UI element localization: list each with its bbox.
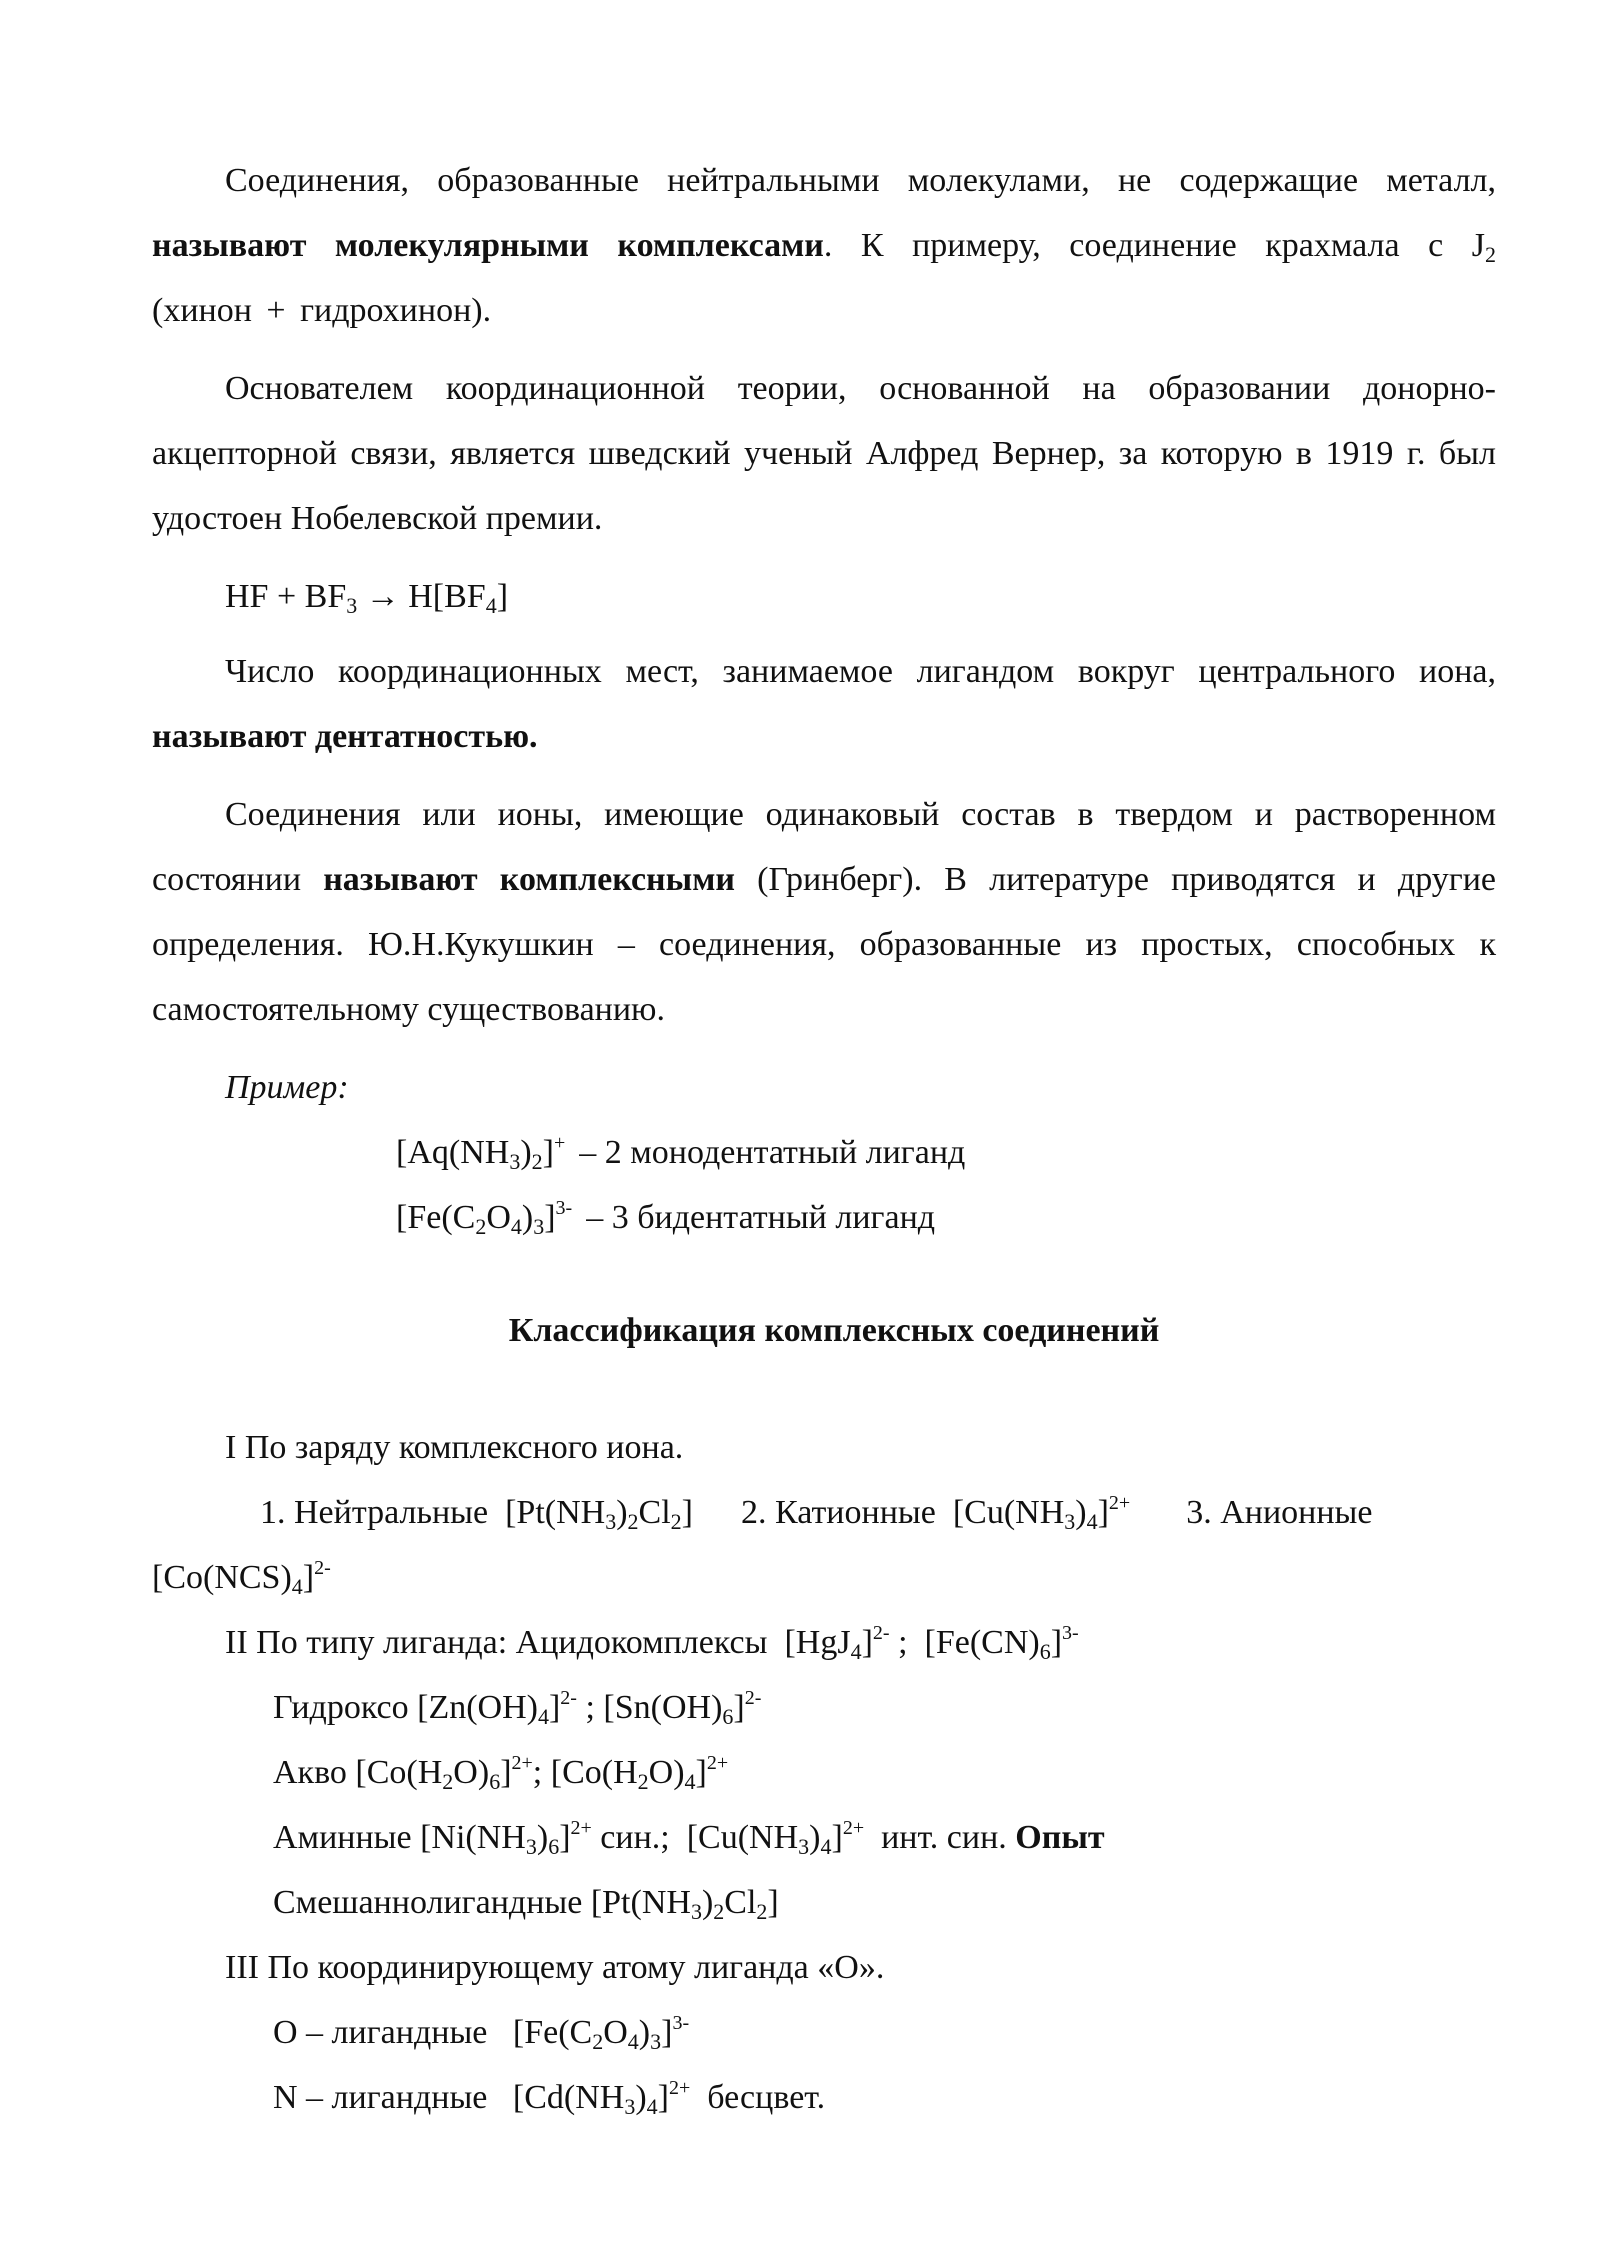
formula-part: O <box>486 1199 511 1236</box>
text: син.; <box>591 1819 670 1856</box>
formula-part: ] <box>548 1689 561 1726</box>
subscript: 4 <box>510 1214 522 1239</box>
ligand-mixed <box>152 1870 1496 1935</box>
formula-part: ] <box>661 2014 673 2051</box>
subscript: 2 <box>531 1149 543 1174</box>
classification-by-donor-atom-title: III По координирующему атому лиганда «О». <box>225 1949 885 1986</box>
item-label: Акво <box>273 1754 347 1791</box>
superscript: 2+ <box>1108 1492 1131 1514</box>
paragraph-werner <box>152 356 1496 551</box>
superscript: 2+ <box>706 1752 729 1774</box>
formula-part: [Aq(NH <box>396 1134 510 1171</box>
ligand-aquo <box>152 1740 1496 1805</box>
formula-part: ) <box>638 2014 651 2051</box>
subscript: 3 <box>525 1834 537 1859</box>
subscript: 4 <box>537 1704 549 1729</box>
item-anionic-label <box>1186 1480 1372 1545</box>
superscript: 2+ <box>570 1817 592 1839</box>
subscript: 2 <box>756 1899 768 1924</box>
subscript: 3 <box>346 593 358 618</box>
item-neutral <box>260 1480 693 1545</box>
formula-part: [Zn(OH) <box>417 1689 538 1726</box>
formula-part: ] <box>1097 1494 1109 1531</box>
item-cationic <box>741 1480 1130 1545</box>
formula-part: Cl <box>724 1884 757 1921</box>
ligand-n <box>152 2065 1496 2130</box>
formula-part: ] <box>861 1624 873 1661</box>
subscript: 2 <box>475 1214 487 1239</box>
item-label: Аминные <box>273 1819 412 1856</box>
subscript: 2 <box>637 1769 649 1794</box>
subscript: 2 <box>592 2029 604 2054</box>
separator: ; <box>532 1754 543 1791</box>
example-2 <box>152 1185 1496 1250</box>
subscript: 4 <box>291 1574 303 1599</box>
subscript: 3 <box>1064 1509 1076 1534</box>
formula-part: [Sn(OH) <box>603 1689 723 1726</box>
subscript: 6 <box>489 1769 501 1794</box>
bold-term: называют комплексными <box>323 861 735 898</box>
formula-part: [Fe(C <box>396 1199 476 1236</box>
formula-part: O) <box>453 1754 490 1791</box>
paragraph-molecular-complexes <box>152 148 1496 343</box>
formula-part: [Co(H <box>355 1754 443 1791</box>
text: инт. син. <box>872 1819 1016 1856</box>
formula-part: ) <box>1075 1494 1087 1531</box>
classification-by-charge-items <box>152 1480 1496 1545</box>
ligand-o <box>152 2000 1496 2065</box>
superscript: 3- <box>1062 1622 1079 1644</box>
item-label: Гидроксо <box>273 1689 409 1726</box>
superscript: 2- <box>744 1687 762 1709</box>
item-label: N – лигандные <box>273 2079 488 2116</box>
example-description: – 3 бидентатный лиганд <box>586 1199 936 1236</box>
subscript: 2 <box>442 1769 454 1794</box>
formula-part: ) <box>521 1199 534 1236</box>
formula-part: ] <box>831 1819 843 1856</box>
subscript: 6 <box>722 1704 734 1729</box>
subscript: 4 <box>627 2029 639 2054</box>
superscript: 3- <box>672 2012 690 2034</box>
formula-part: ] <box>559 1819 571 1856</box>
formula-part: [Pt(NH <box>505 1494 606 1531</box>
superscript: 2+ <box>511 1752 533 1774</box>
text: . К примеру, соединение крахмала с J <box>823 227 1485 264</box>
paragraph-denticity <box>152 639 1496 769</box>
formula-part: HF + BF <box>225 578 347 615</box>
formula-part: ] <box>500 1754 512 1791</box>
formula-part: → H[BF <box>357 578 486 615</box>
superscript: + <box>553 1132 566 1154</box>
subscript: 4 <box>850 1639 862 1664</box>
formula-part: ] <box>544 1199 556 1236</box>
text: бесцвет. <box>698 2079 826 2116</box>
superscript: 2- <box>314 1557 331 1579</box>
text: Число координационных мест, занимаемое лигандом вокруг центрального иона, <box>225 653 1496 690</box>
section-title: II По типу лиганда: Ацидокомплексы <box>225 1624 768 1661</box>
ligand-hydroxo <box>152 1675 1496 1740</box>
formula-part: [Co(NCS) <box>152 1559 292 1596</box>
formula-part: [Cu(NH <box>686 1819 799 1856</box>
item-label: 1. Нейтральные <box>260 1494 489 1531</box>
formula-part: Cl <box>638 1494 671 1531</box>
formula-part: ] <box>496 578 509 615</box>
subscript: 4 <box>646 2094 658 2119</box>
subscript: 3 <box>690 1899 702 1924</box>
formula-part: ) <box>809 1819 821 1856</box>
subscript: 3 <box>533 1214 545 1239</box>
subscript: 3 <box>509 1149 521 1174</box>
formula-part: [Pt(NH <box>590 1884 691 1921</box>
subscript: 4 <box>820 1834 832 1859</box>
paragraph-complex-definition <box>152 782 1496 1042</box>
subscript: 6 <box>1039 1639 1051 1664</box>
formula-part: ] <box>302 1559 315 1596</box>
formula-part: ] <box>542 1134 554 1171</box>
subscript: 4 <box>485 593 497 618</box>
formula-part: [Fe(CN) <box>924 1624 1040 1661</box>
bold-term: Опыт <box>1015 1819 1105 1856</box>
classification-by-charge-title: I По заряду комплексного иона. <box>225 1429 684 1466</box>
item-anionic-formula <box>152 1545 1496 1610</box>
subscript: 2 <box>1485 242 1496 267</box>
subscript: 6 <box>548 1834 560 1859</box>
formula-part: [HgJ <box>784 1624 851 1661</box>
formula-part: ] <box>733 1689 745 1726</box>
bold-term: называют дентатностью. <box>152 718 538 755</box>
separator: ; <box>576 1689 595 1726</box>
classification-by-ligand-title <box>152 1610 1496 1675</box>
subscript: 4 <box>1086 1509 1098 1534</box>
subscript: 3 <box>605 1509 617 1534</box>
formula-part: ) <box>536 1819 549 1856</box>
formula-part: ] <box>1050 1624 1063 1661</box>
formula-part: ] <box>681 1494 693 1531</box>
text: Соединения или ионы, имеющие одинаковый состав в твердом и растворенном состоянии <box>152 796 1496 898</box>
formula-part: ] <box>657 2079 669 2116</box>
separator: ; <box>889 1624 908 1661</box>
item-label: 2. Катионные <box>741 1494 936 1531</box>
example-label <box>152 1055 1496 1120</box>
subscript: 3 <box>650 2029 662 2054</box>
item-label: Смешаннолигандные <box>273 1884 583 1921</box>
subscript: 2 <box>670 1509 682 1534</box>
text: (хинон + гидрохинон). <box>152 292 492 329</box>
formula-part: [Cd(NH <box>512 2079 625 2116</box>
example-1 <box>152 1120 1496 1185</box>
formula-part: ] <box>695 1754 707 1791</box>
subscript: 3 <box>624 2094 636 2119</box>
bold-term: называют молекулярными комплексами <box>152 227 824 264</box>
italic-label: Пример: <box>225 1069 349 1106</box>
subscript: 2 <box>713 1899 725 1924</box>
superscript: 2- <box>872 1622 890 1644</box>
text: Основателем координационной теории, основанной на образовании донорно-акцепторной связи, является шведский ученый Алфред Вернер, за которую в 1919 г. был удостоен Нобелевской премии. <box>152 370 1496 537</box>
formula-part: ) <box>635 2079 647 2116</box>
formula-part: [Co(H <box>550 1754 638 1791</box>
text: Соединения, образованные нейтральными молекулами, не содержащие металл, <box>225 162 1496 199</box>
subscript: 3 <box>798 1834 810 1859</box>
item-label: 3. Анионные <box>1186 1494 1373 1531</box>
superscript: 2- <box>560 1687 577 1709</box>
formula-part: [Ni(NH <box>420 1819 526 1856</box>
formula-part: O <box>603 2014 628 2051</box>
item-label: О – лигандные <box>273 2014 488 2051</box>
formula-part: ) <box>616 1494 628 1531</box>
superscript: 2+ <box>668 2077 691 2099</box>
formula-part: ] <box>767 1884 779 1921</box>
example-description: – 2 монодентатный лиганд <box>579 1134 966 1171</box>
equation-hf-bf3 <box>152 564 1496 629</box>
formula-part: [Fe(C <box>512 2014 593 2051</box>
subscript: 4 <box>684 1769 696 1794</box>
formula-part: ) <box>701 1884 714 1921</box>
ligand-amine <box>152 1805 1496 1870</box>
subscript: 2 <box>627 1509 639 1534</box>
superscript: 3- <box>555 1197 573 1219</box>
superscript: 2+ <box>842 1817 865 1839</box>
formula-part: O) <box>648 1754 685 1791</box>
section-heading: Классификация комплексных соединений <box>508 1312 1160 1349</box>
formula-part: ) <box>520 1134 532 1171</box>
text: (Гринберг). В литературе приводятся и другие определения. Ю.Н.Кукушкин – соединения, образованные из простых, способных к самостоятельному существованию. <box>152 861 1496 1028</box>
formula-part: [Cu(NH <box>952 1494 1065 1531</box>
